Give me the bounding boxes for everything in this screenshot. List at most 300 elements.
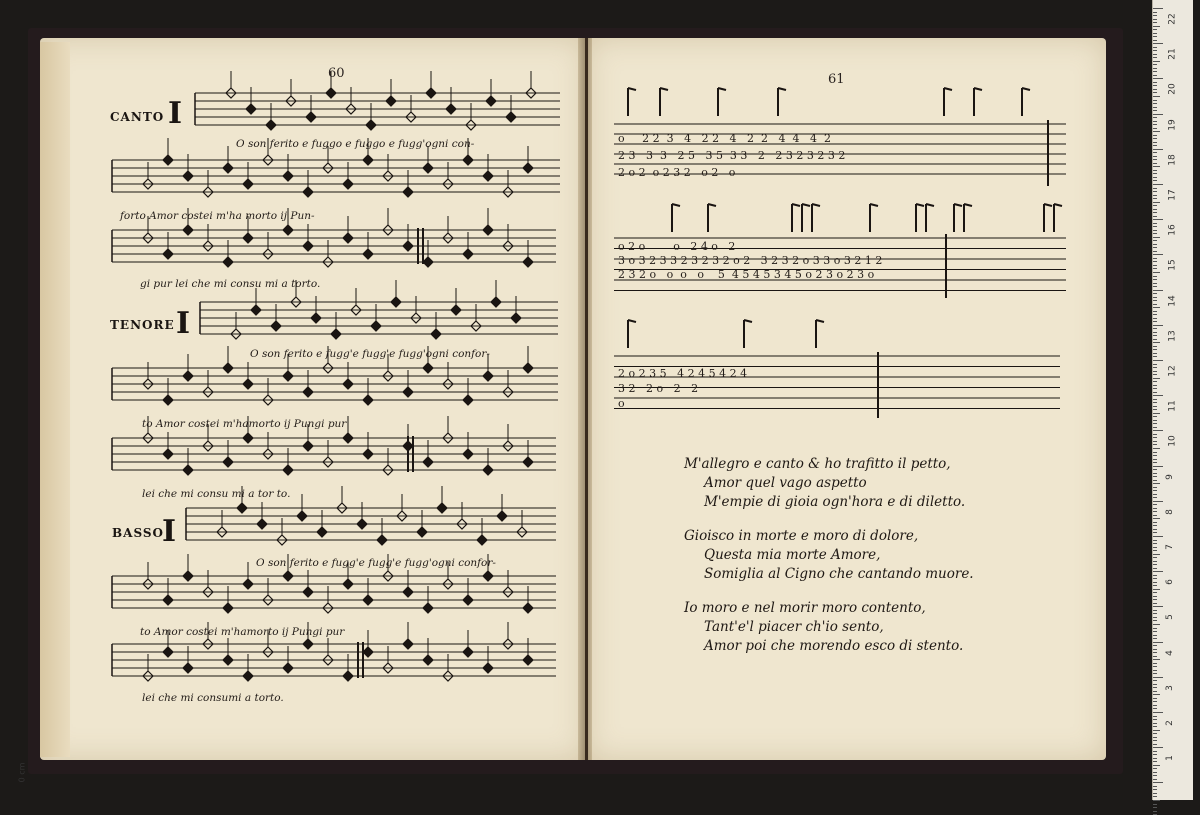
note-head — [343, 233, 353, 243]
ruler-tick — [1153, 36, 1157, 37]
measuring-ruler — [1152, 0, 1193, 800]
ruler-tick — [1153, 258, 1157, 259]
ruler-tick — [1153, 515, 1157, 516]
note-head — [243, 379, 253, 389]
ruler-tick — [1153, 40, 1157, 41]
ruler-tick — [1153, 494, 1157, 495]
ruler-tick — [1153, 599, 1157, 600]
ruler-tick — [1153, 388, 1157, 389]
ruler-tick — [1153, 385, 1157, 386]
ruler-tick — [1153, 677, 1163, 678]
rhythm-flag — [1044, 204, 1052, 206]
note-head — [486, 96, 496, 106]
ruler-tick — [1153, 613, 1157, 614]
ruler-tick — [1153, 223, 1157, 224]
ruler-tick — [1153, 205, 1157, 206]
ruler-tick — [1153, 800, 1160, 801]
note-head — [183, 171, 193, 181]
ruler-tick — [1153, 789, 1157, 790]
ruler-tick — [1153, 620, 1157, 621]
rhythm-flag — [802, 204, 810, 206]
note-head — [303, 241, 313, 251]
ruler-tick — [1153, 617, 1157, 618]
note-head — [343, 433, 353, 443]
ruler-tick — [1153, 371, 1157, 372]
note-head — [423, 603, 433, 613]
note-head — [463, 449, 473, 459]
ruler-tick — [1153, 85, 1157, 86]
ruler-tick — [1153, 342, 1160, 343]
ruler-tick — [1153, 716, 1157, 717]
rhythm-flag — [672, 204, 680, 206]
ruler-tick — [1153, 293, 1157, 294]
ruler-tick — [1153, 786, 1157, 787]
ruler-tick — [1153, 666, 1157, 667]
note-head — [363, 249, 373, 259]
ruler-tick — [1153, 233, 1157, 234]
rhythm-flag — [954, 204, 962, 206]
lyric-line: lei che mi consu mi a tor to. — [142, 488, 291, 500]
note-head — [223, 457, 233, 467]
rhythm-flag — [708, 204, 716, 206]
ruler-tick — [1153, 100, 1157, 101]
ruler-tick — [1153, 26, 1160, 27]
rhythm-flag — [628, 320, 636, 322]
ruler-tick — [1153, 276, 1157, 277]
ruler-tick — [1153, 145, 1157, 146]
poem-line: Io moro e nel morir moro contento, — [684, 600, 926, 616]
note-head — [331, 329, 341, 339]
ruler-tick — [1153, 483, 1160, 484]
ruler-tick — [1153, 557, 1157, 558]
ruler-tick — [1153, 142, 1157, 143]
ruler-tick — [1153, 603, 1157, 604]
ruler-tick — [1153, 543, 1157, 544]
note-head — [237, 503, 247, 513]
rhythm-flag — [816, 320, 824, 322]
ruler-tick — [1153, 420, 1157, 421]
note-head — [391, 297, 401, 307]
ruler-tick — [1153, 33, 1157, 34]
note-head — [523, 457, 533, 467]
ruler-tick — [1153, 367, 1157, 368]
note-head — [183, 371, 193, 381]
lyric-line: O son ferito e fugg'e fugg'e fugg'ogni confor- — [256, 557, 496, 569]
ruler-tick — [1153, 332, 1157, 333]
ruler-tick — [1153, 159, 1157, 160]
ruler-tick — [1153, 268, 1157, 269]
note-head — [163, 595, 173, 605]
ruler-tick — [1153, 466, 1163, 467]
voice-label-tenore: TENORE — [110, 318, 175, 332]
note-head — [363, 595, 373, 605]
ruler-tick — [1153, 575, 1157, 576]
ruler-number: 5 — [1164, 614, 1175, 621]
ruler-number: 3 — [1164, 684, 1175, 691]
ruler-tick — [1153, 15, 1157, 16]
ruler-tick — [1153, 684, 1157, 685]
note-head — [257, 519, 267, 529]
note-head — [483, 225, 493, 235]
note-head — [463, 249, 473, 259]
ruler-tick — [1153, 793, 1157, 794]
ruler-tick — [1153, 761, 1157, 762]
rhythm-flag — [916, 204, 924, 206]
poem-line: Amor poi che morendo esco di stento. — [704, 638, 964, 654]
rhythm-flag — [718, 88, 726, 90]
ruler-tick — [1153, 300, 1157, 301]
ruler-tick — [1153, 356, 1157, 357]
ruler-tick — [1153, 754, 1157, 755]
note-head — [343, 579, 353, 589]
ruler-tick — [1153, 156, 1157, 157]
ruler-tick — [1153, 501, 1163, 502]
ruler-tick — [1153, 29, 1157, 30]
ruler-tick — [1153, 628, 1157, 629]
note-head — [163, 647, 173, 657]
ruler-tick — [1153, 124, 1157, 125]
ruler-tick — [1153, 409, 1157, 410]
ruler-tick — [1153, 202, 1160, 203]
ruler-tick — [1153, 349, 1157, 350]
ruler-tick — [1153, 209, 1157, 210]
ruler-tick — [1153, 782, 1163, 783]
ruler-tick — [1153, 592, 1157, 593]
ruler-tick — [1153, 645, 1157, 646]
ruler-tick — [1153, 571, 1163, 572]
note-head — [523, 363, 533, 373]
ruler-tick — [1153, 698, 1157, 699]
ruler-tick — [1153, 353, 1157, 354]
ruler-tick — [1153, 656, 1157, 657]
ruler-tick — [1153, 272, 1160, 273]
ruler-tick — [1153, 673, 1157, 674]
ruler-tick — [1153, 508, 1157, 509]
ruler-tick — [1153, 448, 1160, 449]
ruler-tick — [1153, 8, 1163, 9]
ruler-tick — [1153, 624, 1160, 625]
ruler-unit: 0 cm — [17, 762, 27, 783]
ruler-tick — [1153, 540, 1157, 541]
ruler-tick — [1153, 723, 1157, 724]
note-head — [426, 88, 436, 98]
ruler-tick — [1153, 43, 1163, 44]
note-head — [463, 155, 473, 165]
ruler-number: 1 — [1164, 755, 1175, 762]
ruler-tick — [1153, 768, 1157, 769]
note-head — [506, 112, 516, 122]
poem-line: Amor quel vago aspetto — [704, 475, 867, 491]
ruler-tick — [1153, 318, 1157, 319]
ruler-tick — [1153, 490, 1157, 491]
note-head — [523, 655, 533, 665]
ruler-number: 8 — [1164, 508, 1175, 515]
ruler-tick — [1153, 811, 1157, 812]
rhythm-flag — [1022, 88, 1030, 90]
ruler-number: 19 — [1167, 118, 1178, 131]
note-head — [483, 371, 493, 381]
ruler-number: 11 — [1167, 400, 1178, 412]
ruler-number: 18 — [1167, 154, 1178, 166]
note-head — [423, 655, 433, 665]
ruler-tick — [1153, 427, 1157, 428]
note-head — [163, 155, 173, 165]
ruler-tick — [1153, 452, 1157, 453]
ruler-tick — [1153, 536, 1163, 537]
note-head — [283, 571, 293, 581]
tablature-row: o 2 o o 2 4 o 2 3 o 3 2 3 3 2 3 2 3 2 o 2 3 2 3 2 o 3 3 o 3 2 1 2 2 3 2 o o o o 5 4 5 4 5 3 4 5 o 2 3 o 2 3 o — [618, 240, 883, 281]
rhythm-flag — [926, 204, 934, 206]
ruler-number: 2 — [1164, 720, 1175, 726]
note-head — [423, 257, 433, 267]
ruler-tick — [1153, 346, 1157, 347]
ruler-tick — [1153, 114, 1163, 115]
ruler-number: 16 — [1167, 224, 1178, 236]
ruler-tick — [1153, 92, 1157, 93]
note-head — [266, 120, 276, 130]
ruler-tick — [1153, 261, 1157, 262]
note-head — [423, 163, 433, 173]
rhythm-flag — [778, 88, 786, 90]
ruler-tick — [1153, 423, 1157, 424]
ruler-number: 17 — [1167, 189, 1178, 201]
note-head — [377, 535, 387, 545]
note-head — [271, 321, 281, 331]
ruler-tick — [1153, 364, 1157, 365]
ruler-tick — [1153, 670, 1157, 671]
note-head — [283, 465, 293, 475]
ruler-tick — [1153, 54, 1157, 55]
note-head — [477, 535, 487, 545]
ruler-tick — [1153, 19, 1157, 20]
note-head — [523, 257, 533, 267]
lyric-line: O son ferito e fugg'e fugg'e fugg'ogni confor- — [250, 348, 490, 360]
ruler-tick — [1153, 392, 1157, 393]
note-head — [403, 241, 413, 251]
ruler-tick — [1153, 47, 1157, 48]
rhythm-flag — [812, 204, 820, 206]
ruler-tick — [1153, 554, 1160, 555]
poem-line: Gioisco in morte e moro di dolore, — [684, 528, 919, 544]
ruler-tick — [1153, 744, 1157, 745]
ruler-tick — [1153, 177, 1157, 178]
ruler-tick — [1153, 529, 1157, 530]
lyric-line: to Amor costei m'hamorto ij Pungi pur — [142, 418, 347, 430]
ruler-tick — [1153, 712, 1163, 713]
ruler-tick — [1153, 307, 1160, 308]
ruler-tick — [1153, 198, 1157, 199]
ruler-tick — [1153, 163, 1157, 164]
note-head — [463, 395, 473, 405]
note-head — [163, 395, 173, 405]
ruler-tick — [1153, 121, 1157, 122]
ruler-tick — [1153, 360, 1163, 361]
ruler-tick — [1153, 631, 1157, 632]
note-head — [326, 88, 336, 98]
ruler-tick — [1153, 444, 1157, 445]
note-head — [251, 305, 261, 315]
poem-line: Somiglia al Cigno che cantando muore. — [704, 566, 974, 582]
ruler-tick — [1153, 251, 1157, 252]
lyric-line: gi pur lei che mi consu mi a torto. — [140, 278, 321, 290]
lyric-line: O son ferito e fuggo e fuggo e fugg'ogni con- — [236, 138, 475, 150]
ruler-number: 20 — [1167, 83, 1178, 96]
ruler-tick — [1153, 462, 1157, 463]
note-head — [183, 571, 193, 581]
note-head — [246, 104, 256, 114]
note-head — [371, 321, 381, 331]
ruler-tick — [1153, 589, 1160, 590]
ruler-tick — [1153, 195, 1157, 196]
ruler-tick — [1153, 561, 1157, 562]
note-head — [306, 112, 316, 122]
ruler-tick — [1153, 166, 1160, 167]
ruler-tick — [1153, 173, 1157, 174]
ruler-tick — [1153, 694, 1160, 695]
note-head — [343, 671, 353, 681]
ruler-tick — [1153, 378, 1160, 379]
ruler-tick — [1153, 304, 1157, 305]
note-head — [243, 433, 253, 443]
note-head — [343, 179, 353, 189]
note-head — [403, 387, 413, 397]
ruler-tick — [1153, 635, 1157, 636]
ruler-tick — [1153, 184, 1163, 185]
ruler-tick — [1153, 240, 1157, 241]
note-head — [417, 527, 427, 537]
rhythm-flag — [944, 88, 952, 90]
ruler-number: 15 — [1167, 259, 1178, 272]
ruler-tick — [1153, 117, 1157, 118]
note-head — [223, 163, 233, 173]
note-head — [243, 579, 253, 589]
ruler-tick — [1153, 335, 1157, 336]
ruler-tick — [1153, 733, 1157, 734]
note-head — [363, 647, 373, 657]
ruler-tick — [1153, 708, 1157, 709]
ruler-tick — [1153, 518, 1160, 519]
note-head — [491, 297, 501, 307]
note-head — [423, 457, 433, 467]
ruler-tick — [1153, 290, 1163, 291]
ruler-tick — [1153, 596, 1157, 597]
ruler-tick — [1153, 455, 1157, 456]
ruler-tick — [1153, 459, 1157, 460]
ruler-tick — [1153, 230, 1157, 231]
ruler-tick — [1153, 680, 1157, 681]
initial-basso: I — [162, 514, 177, 549]
rhythm-flag — [628, 88, 636, 90]
ruler-tick — [1153, 779, 1157, 780]
ruler-tick — [1153, 775, 1157, 776]
ruler-number: 21 — [1167, 48, 1178, 60]
lyric-line: to Amor costei m'hamorto ij Pungi pur — [140, 626, 345, 638]
rhythm-flag — [964, 204, 972, 206]
note-head — [243, 671, 253, 681]
ruler-tick — [1153, 247, 1157, 248]
voice-label-canto: CANTO — [110, 110, 165, 124]
note-head — [303, 187, 313, 197]
ruler-tick — [1153, 726, 1157, 727]
ruler-tick — [1153, 265, 1157, 266]
ruler-tick — [1153, 582, 1157, 583]
note-head — [303, 441, 313, 451]
ruler-number: 7 — [1164, 544, 1175, 550]
ruler-tick — [1153, 328, 1157, 329]
ruler-tick — [1153, 237, 1160, 238]
ruler-tick — [1153, 691, 1157, 692]
ruler-tick — [1153, 413, 1160, 414]
note-head — [463, 647, 473, 657]
note-head — [363, 395, 373, 405]
ruler-tick — [1153, 441, 1157, 442]
ruler-tick — [1153, 128, 1157, 129]
note-head — [223, 363, 233, 373]
ruler-number: 13 — [1167, 330, 1178, 342]
note-head — [183, 465, 193, 475]
ruler-tick — [1153, 89, 1157, 90]
ruler-tick — [1153, 321, 1157, 322]
note-head — [223, 257, 233, 267]
note-head — [303, 639, 313, 649]
note-head — [283, 371, 293, 381]
ruler-tick — [1153, 804, 1157, 805]
ruler-tick — [1153, 687, 1157, 688]
note-head — [223, 603, 233, 613]
lyric-line: forto Amor costei m'ha morto ij Pun- — [120, 210, 315, 222]
ruler-tick — [1153, 437, 1157, 438]
poem-line: M'empie di gioia ogn'hora e di diletto. — [704, 494, 966, 510]
ruler-tick — [1153, 216, 1157, 217]
ruler-tick — [1153, 772, 1157, 773]
ruler-tick — [1153, 188, 1157, 189]
ruler-tick — [1153, 476, 1157, 477]
ruler-tick — [1153, 68, 1157, 69]
ruler-tick — [1153, 737, 1157, 738]
note-head — [483, 465, 493, 475]
ruler-tick — [1153, 480, 1157, 481]
ruler-number: 6 — [1164, 579, 1175, 586]
ruler-tick — [1153, 606, 1163, 607]
ruler-tick — [1153, 807, 1157, 808]
ruler-tick — [1153, 381, 1157, 382]
lyric-line: lei che mi consumi a torto. — [142, 692, 284, 704]
ruler-tick — [1153, 504, 1157, 505]
ruler-number: 4 — [1164, 649, 1175, 656]
ruler-tick — [1153, 758, 1157, 759]
ruler-tick — [1153, 339, 1157, 340]
ruler-tick — [1153, 152, 1157, 153]
ruler-tick — [1153, 585, 1157, 586]
ruler-tick — [1153, 564, 1157, 565]
ruler-tick — [1153, 659, 1160, 660]
ruler-tick — [1153, 82, 1157, 83]
note-head — [511, 313, 521, 323]
note-head — [243, 179, 253, 189]
ruler-tick — [1153, 22, 1157, 23]
note-head — [297, 511, 307, 521]
note-head — [431, 329, 441, 339]
ruler-number: 22 — [1167, 13, 1178, 25]
ruler-tick — [1153, 578, 1157, 579]
ruler-tick — [1153, 511, 1157, 512]
ruler-tick — [1153, 416, 1157, 417]
note-head — [303, 387, 313, 397]
ruler-tick — [1153, 254, 1163, 255]
ruler-tick — [1153, 311, 1157, 312]
ruler-tick — [1153, 12, 1157, 13]
note-head — [363, 449, 373, 459]
